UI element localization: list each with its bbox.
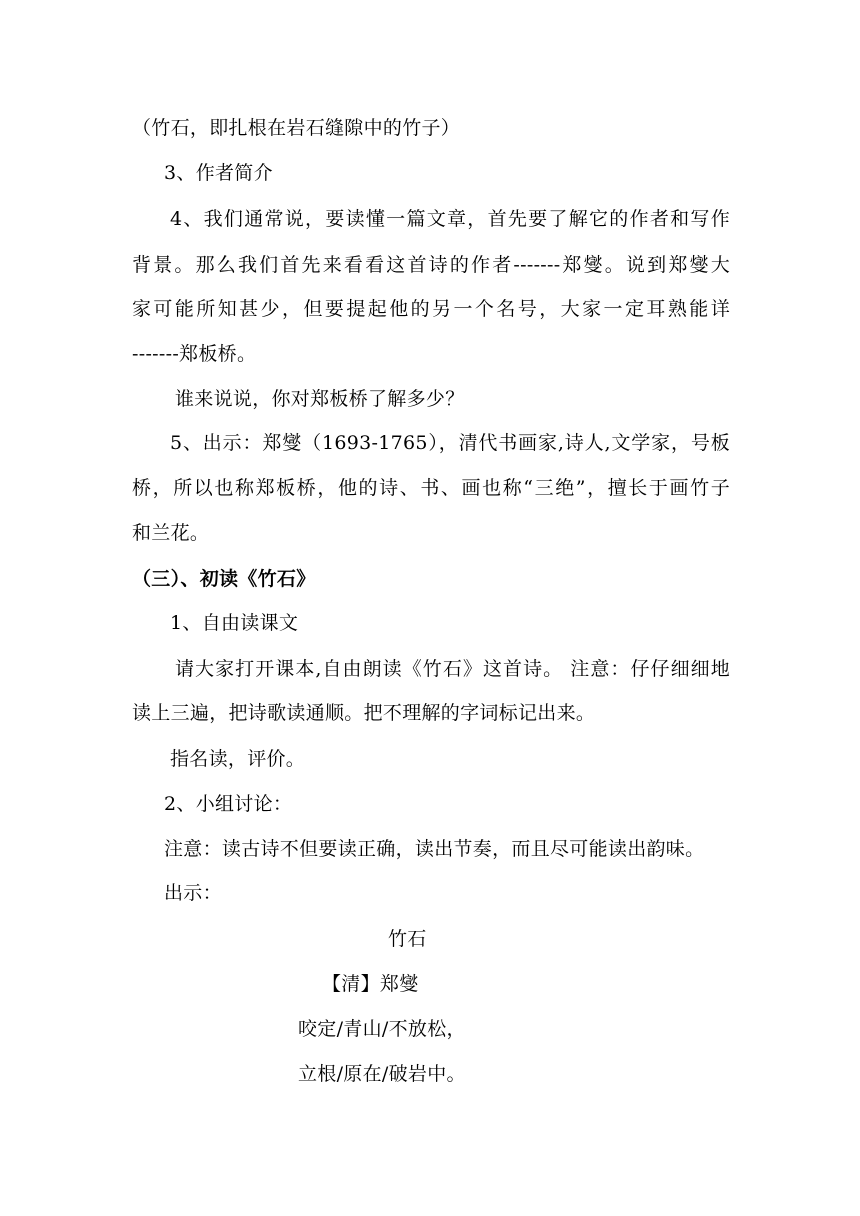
paragraph-line: 请大家打开课本,自由朗读《竹石》这首诗。 注意：仔仔细细地 (175, 658, 730, 680)
paragraph-line: 注意：读古诗不但要读正确，读出节奏，而且尽可能读出韵味。 (164, 838, 705, 860)
paragraph-line: 指名读，评价。 (170, 748, 306, 770)
paragraph-line: 5、出示：郑燮（1693-1765），清代书画家,诗人,文学家，号板 (170, 432, 730, 454)
poem-verse: 立根/原在/破岩中。 (298, 1063, 466, 1085)
section-heading: （三）、初读《竹石》 (132, 568, 316, 590)
poem-verse: 咬定/青山/不放松， (298, 1018, 466, 1040)
paragraph-line: 谁来说说，你对郑板桥了解多少？ (175, 388, 465, 410)
section-heading: 1、自由读课文 (170, 612, 299, 634)
paragraph-line: 读上三遍，把诗歌读通顺。把不理解的字词标记出来。 (132, 702, 596, 724)
paragraph-line: 出示： (164, 882, 222, 904)
paragraph-line: 家可能所知甚少，但要提起他的另一个名号，大家一定耳熟能详 (132, 298, 730, 320)
paragraph-line: 4、我们通常说，要读懂一篇文章，首先要了解它的作者和写作 (170, 208, 730, 230)
section-heading: 3、作者简介 (164, 162, 273, 184)
poem-author: 【清】郑燮 (322, 973, 419, 995)
paragraph-line: 背景。那么我们首先来看看这首诗的作者-------郑燮。说到郑燮大 (132, 254, 730, 276)
paragraph-line: 桥，所以也称郑板桥，他的诗、书、画也称“三绝”，擅长于画竹子 (132, 477, 730, 499)
paragraph-line: 和兰花。 (132, 522, 210, 544)
paragraph-line: （竹石，即扎根在岩石缝隙中的竹子） (132, 117, 461, 139)
paragraph-line: -------郑板桥。 (132, 343, 257, 365)
poem-title: 竹石 (388, 928, 427, 950)
section-heading: 2、小组讨论： (164, 793, 293, 815)
